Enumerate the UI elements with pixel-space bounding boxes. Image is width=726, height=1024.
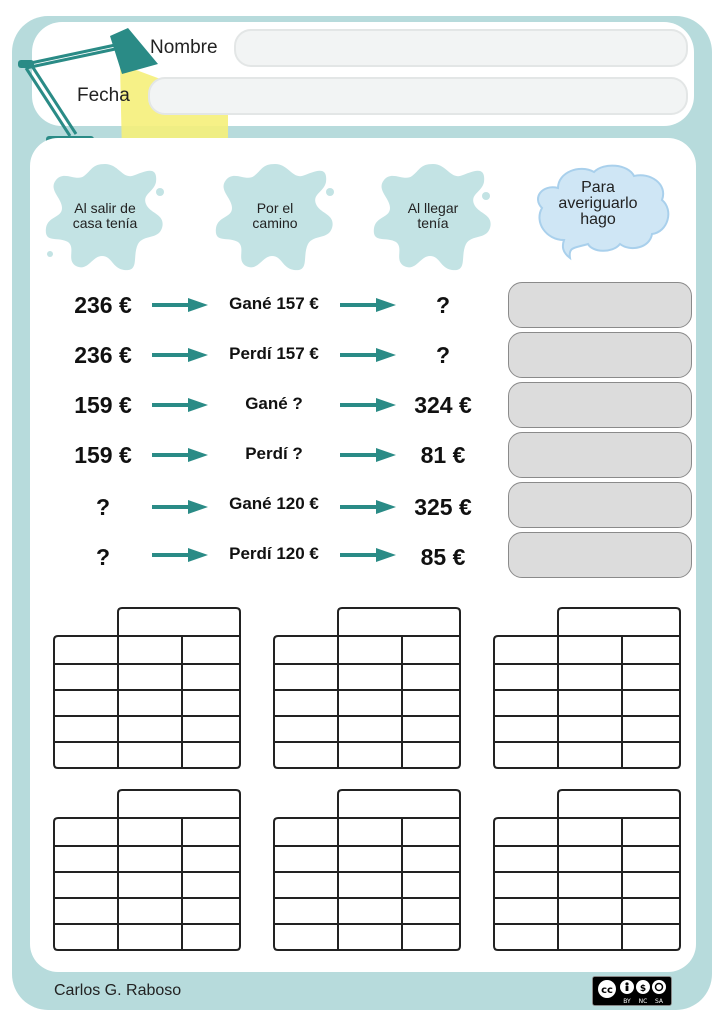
- end-amount: 81 €: [420, 442, 466, 468]
- start-amount: 236 €: [74, 292, 132, 318]
- date-field[interactable]: [148, 77, 688, 115]
- column-head-method: Para averiguarlo hago: [558, 179, 638, 228]
- date-label: Fecha: [77, 85, 130, 106]
- calculation-grid[interactable]: [50, 788, 244, 954]
- end-amount: ?: [435, 292, 451, 318]
- answer-box[interactable]: [508, 482, 692, 528]
- calculation-grid[interactable]: [270, 788, 464, 954]
- answer-box[interactable]: [508, 432, 692, 478]
- end-amount: 324 €: [414, 392, 472, 418]
- answer-box[interactable]: [508, 282, 692, 328]
- calculation-grid[interactable]: [490, 788, 684, 954]
- start-amount: 159 €: [74, 392, 132, 418]
- answer-box[interactable]: [508, 332, 692, 378]
- svg-text:$: $: [639, 984, 647, 994]
- calculation-grid[interactable]: [490, 606, 684, 772]
- start-amount: ?: [95, 494, 111, 520]
- cc-by-label: BY: [623, 998, 631, 1005]
- change-amount: Gané 157 €: [229, 294, 319, 313]
- start-amount: 236 €: [74, 342, 132, 368]
- column-head-arrival: Al llegar tenía: [407, 200, 459, 231]
- start-amount: ?: [95, 544, 111, 570]
- end-amount: ?: [435, 342, 451, 368]
- change-amount: Gané 120 €: [229, 494, 319, 513]
- column-head-path: Por el camino: [252, 200, 298, 231]
- svg-text:cc: cc: [601, 985, 613, 996]
- answer-box[interactable]: [508, 382, 692, 428]
- cc-nc-label: NC: [638, 998, 648, 1005]
- change-amount: Perdí 120 €: [229, 544, 319, 563]
- end-amount: 85 €: [420, 544, 466, 570]
- end-amount: 325 €: [414, 494, 472, 520]
- name-field[interactable]: [234, 29, 688, 67]
- calculation-grid[interactable]: [50, 606, 244, 772]
- change-amount: Perdí ?: [245, 444, 303, 463]
- calculation-grid[interactable]: [270, 606, 464, 772]
- change-amount: Perdí 157 €: [229, 344, 319, 363]
- author-name: Carlos G. Raboso: [54, 982, 182, 999]
- change-amount: Gané ?: [245, 394, 303, 413]
- column-head-start: Al salir de casa tenía: [72, 200, 138, 231]
- cc-sa-label: SA: [654, 998, 664, 1005]
- start-amount: 159 €: [74, 442, 132, 468]
- answer-box[interactable]: [508, 532, 692, 578]
- name-label: Nombre: [150, 37, 218, 58]
- cc-license-icon: [592, 976, 672, 1006]
